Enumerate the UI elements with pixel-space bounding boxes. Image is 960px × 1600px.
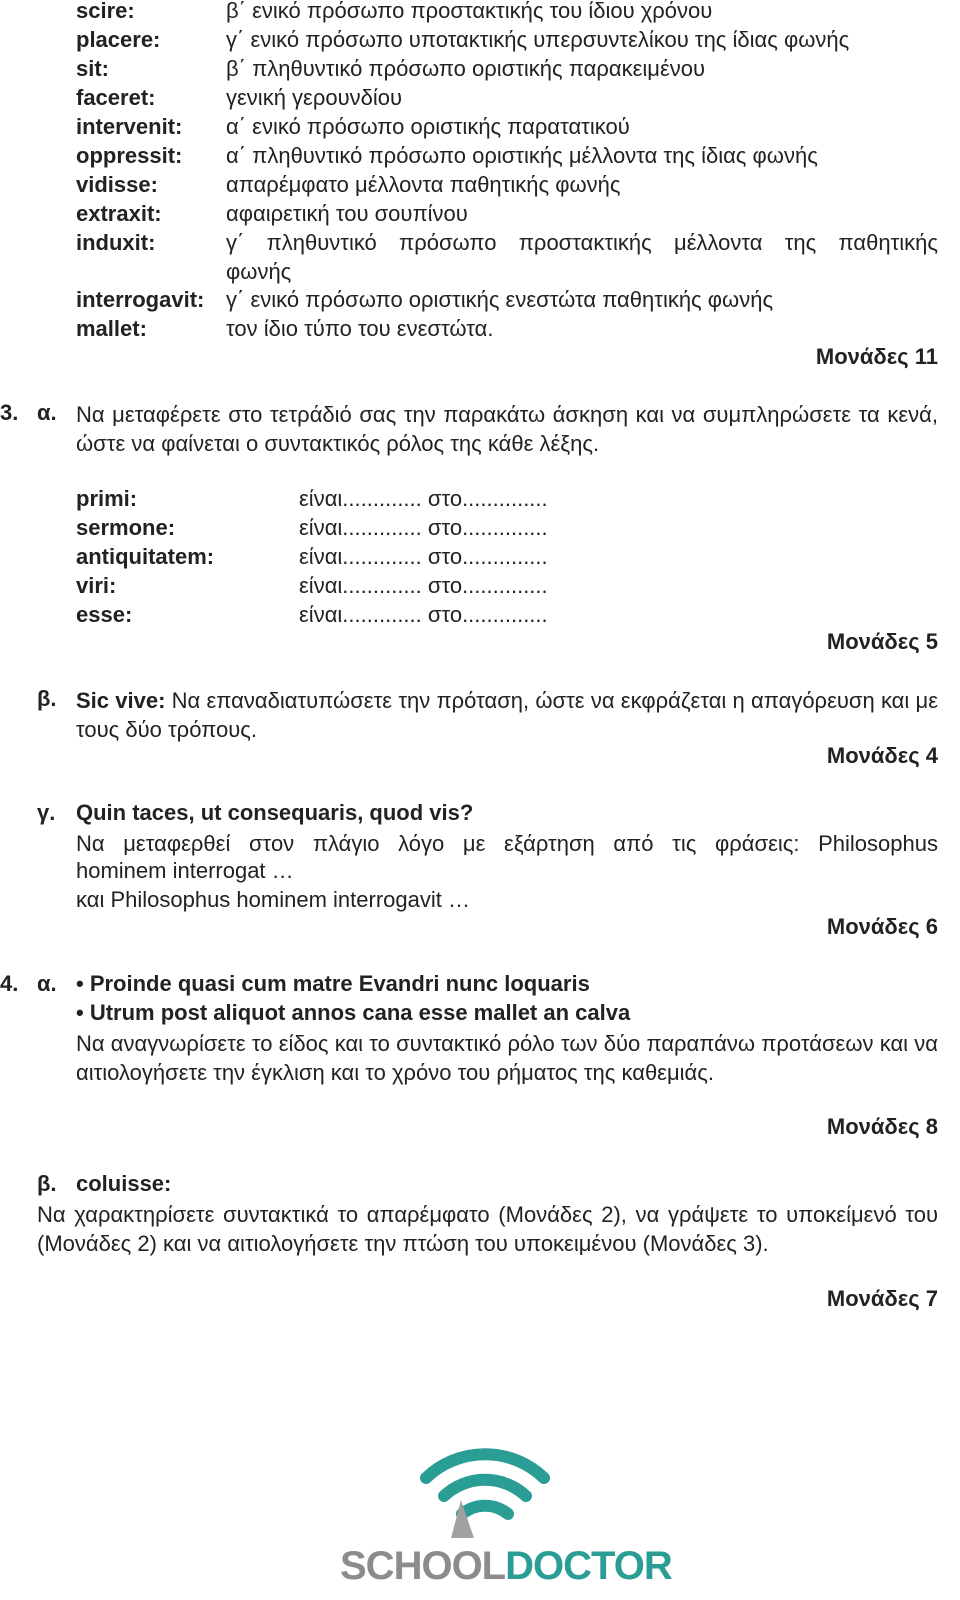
q3c-line1: Να μεταφερθεί στον πλάγιο λόγο με εξάρτηση από τις φράσεις: Philosophus	[76, 831, 938, 856]
logo-text-doctor: DOCTOR	[505, 1544, 672, 1588]
q3a-text: Να μεταφέρετε στο τετράδιό σας την παρακάτω άσκηση και να συμπληρώσετε τα κενά, ώστε να φαίνεται ο συντακτικός ρόλος της κάθε λέξης.	[76, 402, 938, 456]
fill-blank: είναι............. στο..............	[299, 602, 548, 627]
q4a-points: Μονάδες 8	[826, 1114, 938, 1139]
morph-desc: α΄ πληθυντικό πρόσωπο οριστικής μέλλοντα της ίδιας φωνής	[226, 143, 818, 168]
morph-term: vidisse:	[76, 172, 158, 197]
fill-blank: είναι............. στο..............	[299, 486, 548, 511]
morph-term: mallet:	[76, 316, 147, 341]
q4a-text: Να αναγνωρίσετε το είδος και το συντακτικό ρόλο των δύο παραπάνω προτάσεων και να αιτιολογήσετε την έγκλιση και το χρόνο του ρήματος της καθεμιάς.	[76, 1031, 938, 1085]
logo-text-school: SCHOOL	[340, 1544, 506, 1588]
q3c-label: γ.	[37, 800, 56, 825]
q4b-latin: coluisse:	[76, 1171, 172, 1196]
morph-term: sit:	[76, 56, 109, 81]
q3a-label: α.	[37, 400, 57, 425]
fill-blank: είναι............. στο..............	[299, 573, 548, 598]
q3c-points: Μονάδες 6	[826, 914, 938, 939]
fill-blank: είναι............. στο..............	[299, 515, 548, 540]
q4b-points: Μονάδες 7	[826, 1286, 938, 1311]
signal-arc-middle	[444, 1480, 526, 1496]
morph-term: scire:	[76, 0, 135, 23]
q4-number: 4.	[0, 971, 19, 996]
q4b-text: Να χαρακτηρίσετε συντακτικά το απαρέμφατο (Μονάδες 2), να γράψετε το υποκείμενό του (Μονάδες 2) και να αιτιολογήσετε την πτώση του υποκειμένου (Μονάδες 3).	[37, 1202, 938, 1256]
q3b-bold: Sic vive:	[76, 688, 166, 713]
fill-term: antiquitatem:	[76, 544, 215, 569]
q3-number: 3.	[0, 400, 19, 425]
q3c-line3: και Philosophus hominem interrogavit …	[76, 887, 470, 912]
morph-desc: τον ίδιο τύπο του ενεστώτα.	[226, 316, 494, 341]
q3b-points: Μονάδες 4	[826, 743, 938, 768]
points-morph: Μονάδες 11	[815, 344, 938, 369]
q3b-label: β.	[37, 686, 57, 711]
morph-desc: απαρέμφατο μέλλοντα παθητικής φωνής	[226, 172, 621, 197]
q3a-points: Μονάδες 5	[826, 629, 938, 654]
morph-desc: β΄ ενικό πρόσωπο προστακτικής του ίδιου χρόνου	[226, 0, 713, 23]
morph-desc: β΄ πληθυντικό πρόσωπο οριστικής παρακειμένου	[226, 56, 706, 81]
morph-term: placere:	[76, 27, 161, 52]
q4a-bullet-1: • Proinde quasi cum matre Evandri nunc loquaris	[76, 971, 590, 996]
morph-desc: αφαιρετική του σουπίνου	[226, 201, 468, 226]
morph-term: interrogavit:	[76, 287, 205, 312]
q3b-body: Να επαναδιατυπώσετε την πρόταση, ώστε να εκφράζεται η απαγόρευση και με τους δύο τρόπους.	[76, 688, 938, 742]
q3c-line2: hominem interrogat …	[76, 858, 294, 883]
morph-desc: γ΄ ενικό πρόσωπο υποτακτικής υπερσυντελίκου της ίδιας φωνής	[226, 27, 850, 52]
signal-arc-inner	[462, 1506, 508, 1514]
fill-term: esse:	[76, 602, 133, 627]
schooldoctor-logo	[330, 1428, 672, 1588]
q4b-label: β.	[37, 1171, 57, 1196]
fill-term: viri:	[76, 573, 117, 598]
morph-desc: γ΄ πληθυντικό πρόσωπο προστακτικής μέλλοντα της παθητικής	[226, 230, 938, 255]
morph-desc: γ΄ ενικό πρόσωπο οριστικής ενεστώτα παθητικής φωνής	[226, 287, 774, 312]
q3c-latin: Quin taces, ut consequaris, quod vis?	[76, 800, 474, 825]
morph-desc: γενική γερουνδίου	[226, 85, 403, 110]
logo-text	[340, 1544, 672, 1589]
morph-desc-cont: φωνής	[226, 259, 292, 284]
morph-term: intervenit:	[76, 114, 183, 139]
q4a-label: α.	[37, 971, 57, 996]
fill-blank: είναι............. στο..............	[299, 544, 548, 569]
morph-term: oppressit:	[76, 143, 183, 168]
q3b-text	[76, 686, 938, 744]
fill-term: sermone:	[76, 515, 176, 540]
morph-term: faceret:	[76, 85, 156, 110]
morph-desc: α΄ ενικό πρόσωπο οριστικής παρατατικού	[226, 114, 630, 139]
q4a-bullet-2: • Utrum post aliquot annos cana esse mallet an calva	[76, 1000, 631, 1025]
morph-term: induxit:	[76, 230, 156, 255]
wifi-signal-icon	[330, 1428, 640, 1538]
fill-term: primi:	[76, 486, 138, 511]
morph-term: extraxit:	[76, 201, 162, 226]
